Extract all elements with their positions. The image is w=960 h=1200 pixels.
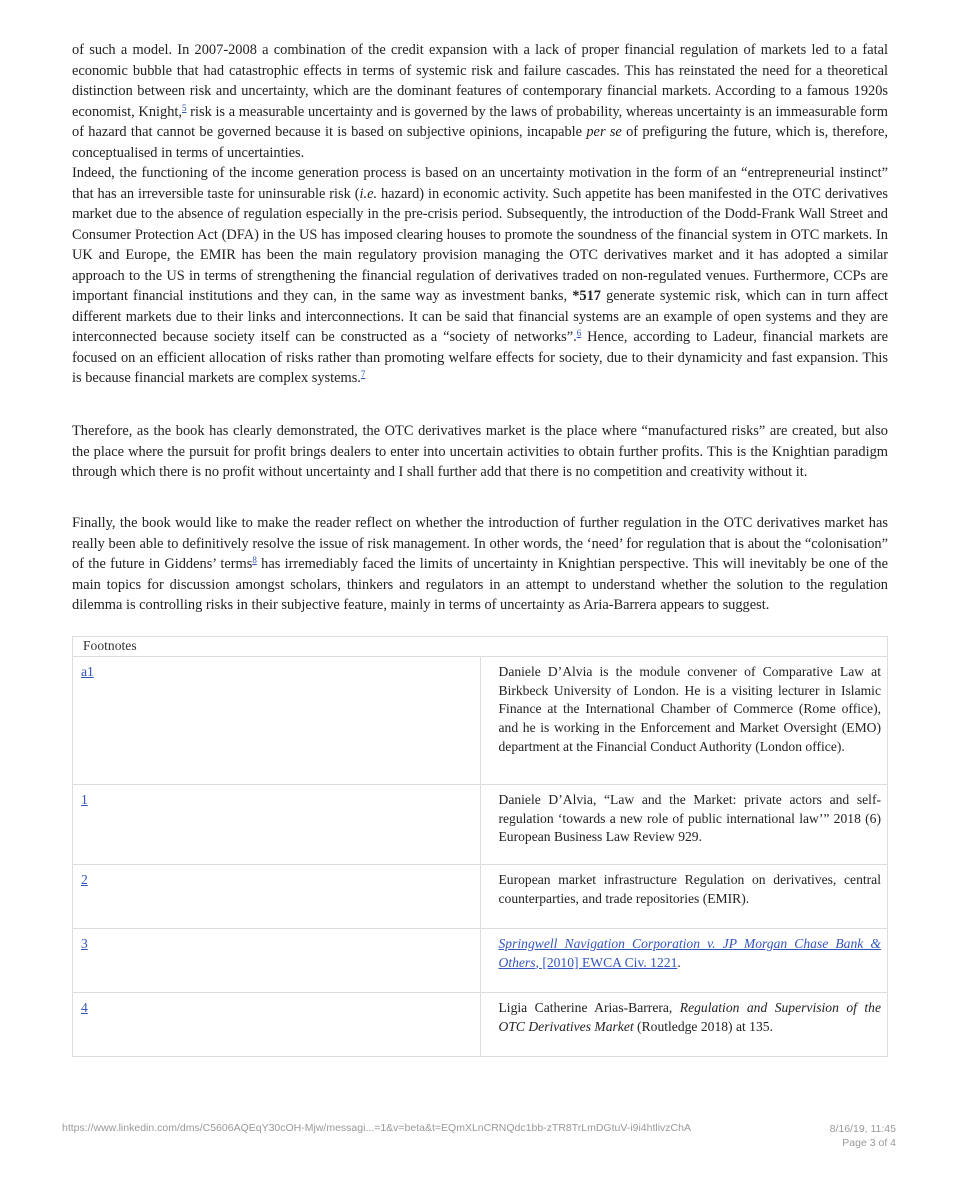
footnote-text: European market infrastructure Regulation on derivatives, central counterparties, and trade repositories (EMIR). xyxy=(480,864,888,928)
text-run: generate systemic risk, which can in turn affect different markets due to their links and interconnections. It can be said that financial systems are an example of open systems and they are interconnected because society itself can be constructed as a “society of networks”. xyxy=(72,288,888,345)
paragraph-1 xyxy=(72,40,888,389)
text-run: risk is a measurable uncertainty and is governed by the laws of probability, whereas uncertainty is an immeasurable form of hazard that cannot be governed because it is based on subjective opinions, incapable xyxy=(72,103,888,140)
footnote-text: Daniele D’Alvia is the module convener of Comparative Law at Birkbeck University of London. He is a visiting lecturer in Islamic Finance at the International Chamber of Commerce (Rome office), and he is working in the Enforcement and Market Oversight (EMO) department at the Financial Conduct Authority (London office). xyxy=(480,656,888,784)
text-run: . xyxy=(677,954,681,970)
footnote-ref-cell xyxy=(73,992,481,1056)
footnote-row xyxy=(73,784,888,864)
paragraph-2 xyxy=(72,421,888,483)
text-run: Finally, the book would like to make the reader reflect on whether the introduction of further regulation in the OTC derivatives market has really been able to definitively resolve the issue of risk management. In other words, the ‘need’ for regulation that is about the “colonisation” of the future in Giddens’ terms xyxy=(72,515,888,572)
footnote-link-6[interactable]: 6 xyxy=(576,328,582,338)
footnote-row xyxy=(73,656,888,784)
footnote-link-8[interactable]: 8 xyxy=(252,555,257,565)
footnote-text: Daniele D’Alvia, “Law and the Market: private actors and self-regulation ‘towards a new role of public international law’” 2018 (6) European Business Law Review 929. xyxy=(480,784,888,864)
text-run: Hence, according to Ladeur, financial markets are focused on an efficient allocation of risks rather than promoting welfare effects for society, due to their dynamicity and fast expansion. This is because financial markets are complex systems. xyxy=(72,329,888,386)
footnote-ref-1[interactable]: 1 xyxy=(81,791,88,807)
text-run: Therefore, as the book has clearly demonstrated, the OTC derivatives market is the place where “manufactured risks” are created, but also the place where the pursuit for profit brings dealers to enter into uncertain activities to obtain further profits. This is the Knightian paradigm through which there is no profit without uncertainty and I shall further add that there is no competition and creativity without it. xyxy=(72,423,888,480)
case-citation-link[interactable] xyxy=(499,936,882,970)
text-run: Indeed, the functioning of the income generation process is based on an uncertainty motivation in the form of an “entrepreneurial instinct” that has an irreversible taste for uninsurable risk ( xyxy=(72,165,888,202)
case-name: Springwell Navigation Corporation v. JP Morgan Chase Bank & Others xyxy=(498,935,881,970)
footnote-row xyxy=(73,992,888,1056)
print-url: https://www.linkedin.com/dms/C5606AQEqY30cOH-Mjw/messagi...=1&v=beta&t=EQmXLnCRNQdc1bb-zTR8TrLmDGtuV-i9i4htlivzChA xyxy=(62,1122,691,1134)
footnote-ref-cell xyxy=(73,864,481,928)
footnote-ref-4[interactable]: 4 xyxy=(81,999,88,1015)
book-title: Regulation and Supervision of the OTC Derivatives Market xyxy=(498,999,881,1034)
paragraph-3 xyxy=(72,513,888,616)
footnotes-heading: Footnotes xyxy=(73,637,888,657)
text-run: of such a model. In 2007-2008 a combination of the credit expansion with a lack of proper financial regulation of markets led to a fatal economic bubble that had catastrophic effects in terms of systemic risk and failure cascades. This has reinstated the need for a theoretical distinction between risk and uncertainty, which are the dominant features of contemporary financial markets. According to a famous 1920s economist, Knight, xyxy=(72,42,888,120)
footnotes-header-row xyxy=(73,637,888,657)
page-number: Page 3 of 4 xyxy=(842,1137,896,1149)
footnote-row xyxy=(73,864,888,928)
footnote-ref-a1[interactable]: a1 xyxy=(81,663,94,679)
footnote-link-7[interactable]: 7 xyxy=(360,369,366,379)
print-meta xyxy=(830,1122,896,1150)
footnote-text xyxy=(480,992,888,1056)
text-run: of prefiguring the future, which is, therefore, conceptualised in terms of uncertainties. xyxy=(72,124,888,161)
print-datetime: 8/16/19, 11:45 xyxy=(829,1123,896,1135)
text-run: has irremediably faced the limits of uncertainty in Knightian perspective. This will inevitably be one of the main topics for discussion amongst scholars, thinkers and regulators in an attempt to understand whether the solution to the regulation dilemma is controlling risks in their subjective feature, mainly in terms of uncertainty as Aria-Barrera appears to suggest. xyxy=(72,556,888,613)
footnote-ref-cell xyxy=(73,656,481,784)
footnote-ref-2[interactable]: 2 xyxy=(81,871,88,887)
text-run: hazard) in economic activity. Such appetite has been manifested in the OTC derivatives market due to the absence of regulation especially in the pre-crisis period. Subsequently, the introduction of the Dodd-Frank Wall Street and Consumer Protection Act (DFA) in the US has imposed clearing houses to promote the soundness of the financial system in OTC markets. In UK and Europe, the EMIR has been the main regulatory provision managing the OTC derivatives market and it has adopted a similar approach to the US in terms of strengthening the financial regulation of derivatives traded on non-regulated venues. Furthermore, CCPs are important financial institutions and they can, in the same way as investment banks, xyxy=(72,185,888,304)
footnote-ref-cell xyxy=(73,784,481,864)
text-run: (Routledge 2018) at 135. xyxy=(633,1018,773,1034)
page-reference: *517 xyxy=(572,288,601,304)
footnote-ref-3[interactable]: 3 xyxy=(81,935,88,951)
footnote-link-5[interactable]: 5 xyxy=(182,102,187,113)
italic-term: per se xyxy=(586,124,622,140)
footnotes-table xyxy=(72,636,888,1057)
footnote-row xyxy=(73,928,888,992)
italic-term: i.e. xyxy=(359,185,378,202)
text-run: Ligia Catherine Arias-Barrera, xyxy=(498,999,680,1015)
case-cite: , [2010] EWCA Civ. 1221 xyxy=(535,954,678,970)
footnote-ref-cell xyxy=(73,928,481,992)
footnote-text xyxy=(480,928,888,992)
